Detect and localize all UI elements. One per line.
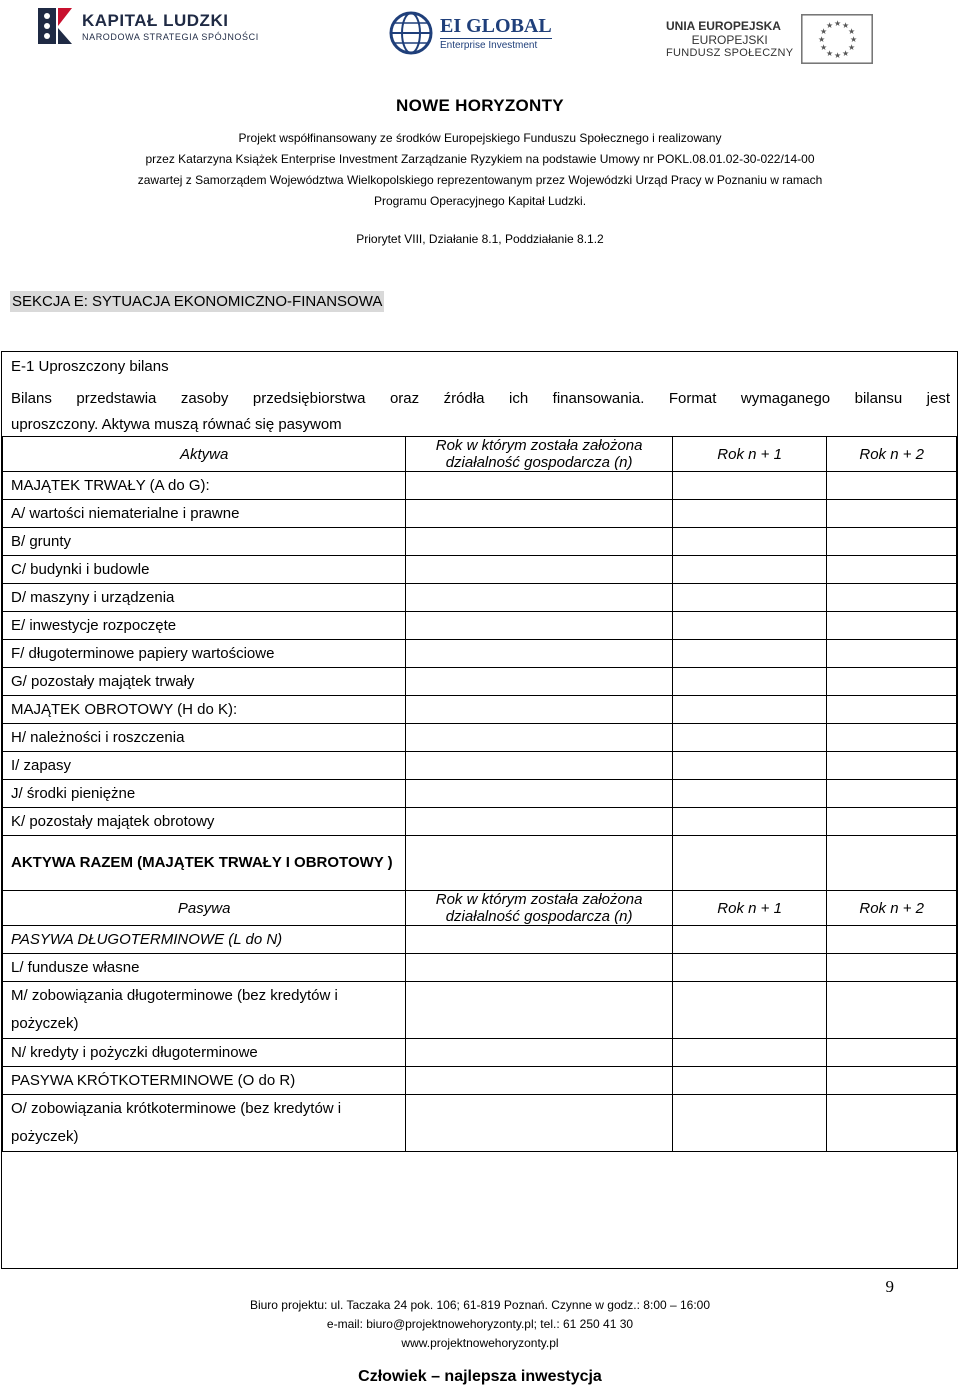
value-cell[interactable] xyxy=(827,668,957,696)
svg-text:★: ★ xyxy=(826,49,834,58)
value-cell[interactable] xyxy=(672,528,827,556)
value-cell[interactable] xyxy=(827,584,957,612)
value-cell[interactable] xyxy=(672,836,827,891)
value-cell[interactable] xyxy=(406,500,672,528)
col-year-n2-header: Rok n + 2 xyxy=(827,437,957,472)
balance-sheet-table xyxy=(2,436,957,1152)
description-line2: uproszczony. Aktywa muszą równać się pasywom xyxy=(11,416,342,433)
value-cell[interactable] xyxy=(827,808,957,836)
value-cell[interactable] xyxy=(406,752,672,780)
row-label: N/ kredyty i pożyczki długoterminowe xyxy=(3,1039,406,1067)
row-label: A/ wartości niematerialne i prawne xyxy=(3,500,406,528)
value-cell[interactable] xyxy=(827,836,957,891)
row-label: B/ grunty xyxy=(3,528,406,556)
value-cell[interactable] xyxy=(827,472,957,500)
value-cell[interactable] xyxy=(672,696,827,724)
balance-sheet-title: E-1 Uproszczony bilans xyxy=(11,358,169,375)
value-cell[interactable] xyxy=(672,926,827,954)
value-cell[interactable] xyxy=(827,612,957,640)
value-cell[interactable] xyxy=(672,500,827,528)
row-label: MAJĄTEK OBROTOWY (H do K): xyxy=(3,696,406,724)
table-row xyxy=(3,808,957,836)
table-row xyxy=(3,528,957,556)
value-cell[interactable] xyxy=(827,556,957,584)
col-year-n2-header: Rok n + 2 xyxy=(827,891,957,926)
row-label: F/ długoterminowe papiery wartościowe xyxy=(3,640,406,668)
value-cell[interactable] xyxy=(406,584,672,612)
header-line: Projekt współfinansowany ze środków Europejskiego Funduszu Społecznego i realizowany xyxy=(238,131,722,145)
svg-text:★: ★ xyxy=(842,49,850,58)
header-line: Programu Operacyjnego Kapitał Ludzki. xyxy=(373,194,587,208)
value-cell[interactable] xyxy=(406,696,672,724)
col-year-n-header: Rok w którym została założona działalność gospodarcza (n) xyxy=(406,437,672,472)
eu-flag-icon xyxy=(801,14,873,64)
footer-website: www.projektnowehoryzonty.pl xyxy=(401,1336,559,1350)
value-cell[interactable] xyxy=(406,926,672,954)
section-title: SEKCJA E: SYTUACJA EKONOMICZNO-FINANSOWA xyxy=(12,293,383,310)
value-cell[interactable] xyxy=(406,528,672,556)
value-cell[interactable] xyxy=(672,724,827,752)
aktywa-header-row xyxy=(3,437,957,472)
pasywa-header-row xyxy=(3,891,957,926)
kapital-ludzki-emblem-icon xyxy=(32,4,76,48)
kapital-ludzki-name: KAPITAŁ LUDZKI xyxy=(82,10,229,30)
svg-text:★: ★ xyxy=(818,35,826,44)
value-cell[interactable] xyxy=(672,556,827,584)
svg-text:★: ★ xyxy=(820,27,828,36)
col-year-n-header: Rok w którym została założona działalność gospodarcza (n) xyxy=(406,891,672,926)
aktywa-total-row xyxy=(3,836,957,891)
row-label: H/ należności i roszczenia xyxy=(3,724,406,752)
value-cell[interactable] xyxy=(827,1067,957,1095)
table-row xyxy=(3,1039,957,1067)
logo-bar xyxy=(0,0,960,80)
value-cell[interactable] xyxy=(406,1067,672,1095)
svg-text:★: ★ xyxy=(834,19,842,28)
value-cell[interactable] xyxy=(406,724,672,752)
value-cell[interactable] xyxy=(406,982,672,1039)
svg-text:★: ★ xyxy=(834,51,842,60)
value-cell[interactable] xyxy=(827,724,957,752)
value-cell[interactable] xyxy=(406,808,672,836)
row-label: J/ środki pieniężne xyxy=(3,780,406,808)
value-cell[interactable] xyxy=(672,780,827,808)
value-cell[interactable] xyxy=(672,982,827,1039)
page-number: 9 xyxy=(885,1277,894,1296)
row-label: O/ zobowiązania krótkoterminowe (bez kredytów i pożyczek) xyxy=(3,1095,406,1152)
row-label: G/ pozostały majątek trwały xyxy=(3,668,406,696)
value-cell[interactable] xyxy=(827,780,957,808)
balance-sheet-box xyxy=(1,351,958,1269)
col-year-n1-header: Rok n + 1 xyxy=(672,437,827,472)
table-row xyxy=(3,752,957,780)
table-row xyxy=(3,926,957,954)
value-cell[interactable] xyxy=(406,954,672,982)
svg-text:★: ★ xyxy=(848,43,856,52)
aktywa-header-label: Aktywa xyxy=(3,437,406,472)
table-row xyxy=(3,724,957,752)
row-label: C/ budynki i budowle xyxy=(3,556,406,584)
project-title: NOWE HORYZONTY xyxy=(396,96,564,115)
value-cell[interactable] xyxy=(406,1039,672,1067)
aktywa-total-label: AKTYWA RAZEM (MAJĄTEK TRWAŁY I OBROTOWY ) xyxy=(3,836,406,891)
eu-line2: EUROPEJSKI xyxy=(691,33,768,47)
value-cell[interactable] xyxy=(827,1039,957,1067)
value-cell[interactable] xyxy=(672,472,827,500)
table-row xyxy=(3,1095,957,1152)
ei-global-sub: Enterprise Investment xyxy=(440,38,552,51)
table-row xyxy=(3,668,957,696)
value-cell[interactable] xyxy=(672,640,827,668)
value-cell[interactable] xyxy=(672,1039,827,1067)
value-cell[interactable] xyxy=(827,752,957,780)
footer xyxy=(0,1296,960,1353)
description-line1: Bilans przedstawia zasoby przedsiębiorstwa oraz źródła ich finansowania. Format wymaganego bilansu jest xyxy=(11,390,950,407)
value-cell[interactable] xyxy=(406,556,672,584)
balance-sheet-description xyxy=(11,386,950,438)
svg-text:★: ★ xyxy=(848,27,856,36)
value-cell[interactable] xyxy=(827,500,957,528)
row-label: D/ maszyny i urządzenia xyxy=(3,584,406,612)
value-cell[interactable] xyxy=(406,780,672,808)
header-line: zawartej z Samorządem Województwa Wielkopolskiego reprezentowanym przez Wojewódzki Urząd Pracy w Poznaniu w ramach xyxy=(137,173,823,187)
table-row xyxy=(3,556,957,584)
row-label: I/ zapasy xyxy=(3,752,406,780)
row-label: E/ inwestycje rozpoczęte xyxy=(3,612,406,640)
value-cell[interactable] xyxy=(827,982,957,1039)
ei-global-logo xyxy=(388,10,552,56)
value-cell[interactable] xyxy=(672,808,827,836)
footer-slogan: Człowiek – najlepsza inwestycja xyxy=(358,1368,602,1385)
table-row xyxy=(3,612,957,640)
ei-global-name: EI GLOBAL xyxy=(440,15,552,37)
table-row xyxy=(3,696,957,724)
footer-address: Biuro projektu: ul. Taczaka 24 pok. 106; 61-819 Poznań. Czynne w godz.: 8:00 – 16:00 xyxy=(249,1298,711,1312)
table-row xyxy=(3,982,957,1039)
value-cell[interactable] xyxy=(406,836,672,891)
eu-logo xyxy=(666,14,873,64)
value-cell[interactable] xyxy=(406,612,672,640)
svg-text:★: ★ xyxy=(826,21,834,30)
priority-line: Priorytet VIII, Działanie 8.1, Poddziałanie 8.1.2 xyxy=(356,232,604,246)
svg-text:★: ★ xyxy=(842,21,850,30)
footer-contact: e-mail: biuro@projektnowehoryzonty.pl; tel.: 61 250 41 30 xyxy=(326,1317,634,1331)
table-row xyxy=(3,640,957,668)
header-line: przez Katarzyna Książek Enterprise Investment Zarządzanie Ryzykiem na podstawie Umowy nr POKL.08.01.02-30-022/14-00 xyxy=(145,152,815,166)
value-cell[interactable] xyxy=(406,640,672,668)
table-row xyxy=(3,780,957,808)
value-cell[interactable] xyxy=(672,752,827,780)
value-cell[interactable] xyxy=(672,1095,827,1152)
row-label: MAJĄTEK TRWAŁY (A do G): xyxy=(3,472,406,500)
table-row xyxy=(3,584,957,612)
table-row xyxy=(3,500,957,528)
globe-icon xyxy=(388,10,434,56)
value-cell[interactable] xyxy=(672,612,827,640)
row-label: PASYWA KRÓTKOTERMINOWE (O do R) xyxy=(3,1067,406,1095)
value-cell[interactable] xyxy=(827,640,957,668)
value-cell[interactable] xyxy=(672,668,827,696)
value-cell[interactable] xyxy=(827,528,957,556)
svg-text:★: ★ xyxy=(820,43,828,52)
kapital-ludzki-logo xyxy=(32,4,259,48)
value-cell[interactable] xyxy=(827,926,957,954)
row-label: L/ fundusze własne xyxy=(3,954,406,982)
table-row xyxy=(3,954,957,982)
document-header xyxy=(0,96,960,246)
value-cell[interactable] xyxy=(827,1095,957,1152)
kapital-ludzki-sub: NARODOWA STRATEGIA SPÓJNOŚCI xyxy=(82,31,259,42)
value-cell[interactable] xyxy=(827,696,957,724)
row-label: K/ pozostały majątek obrotowy xyxy=(3,808,406,836)
value-cell[interactable] xyxy=(406,472,672,500)
value-cell[interactable] xyxy=(406,1095,672,1152)
svg-text:★: ★ xyxy=(850,35,858,44)
value-cell[interactable] xyxy=(672,584,827,612)
table-row xyxy=(3,1067,957,1095)
col-year-n1-header: Rok n + 1 xyxy=(672,891,827,926)
table-row xyxy=(3,472,957,500)
value-cell[interactable] xyxy=(672,954,827,982)
row-label: M/ zobowiązania długoterminowe (bez kredytów i pożyczek) xyxy=(3,982,406,1039)
value-cell[interactable] xyxy=(827,954,957,982)
eu-line3: FUNDUSZ SPOŁECZNY xyxy=(666,47,794,59)
value-cell[interactable] xyxy=(406,668,672,696)
row-label: PASYWA DŁUGOTERMINOWE (L do N) xyxy=(3,926,406,954)
eu-line1: UNIA EUROPEJSKA xyxy=(666,19,781,33)
value-cell[interactable] xyxy=(672,1067,827,1095)
pasywa-header-label: Pasywa xyxy=(3,891,406,926)
